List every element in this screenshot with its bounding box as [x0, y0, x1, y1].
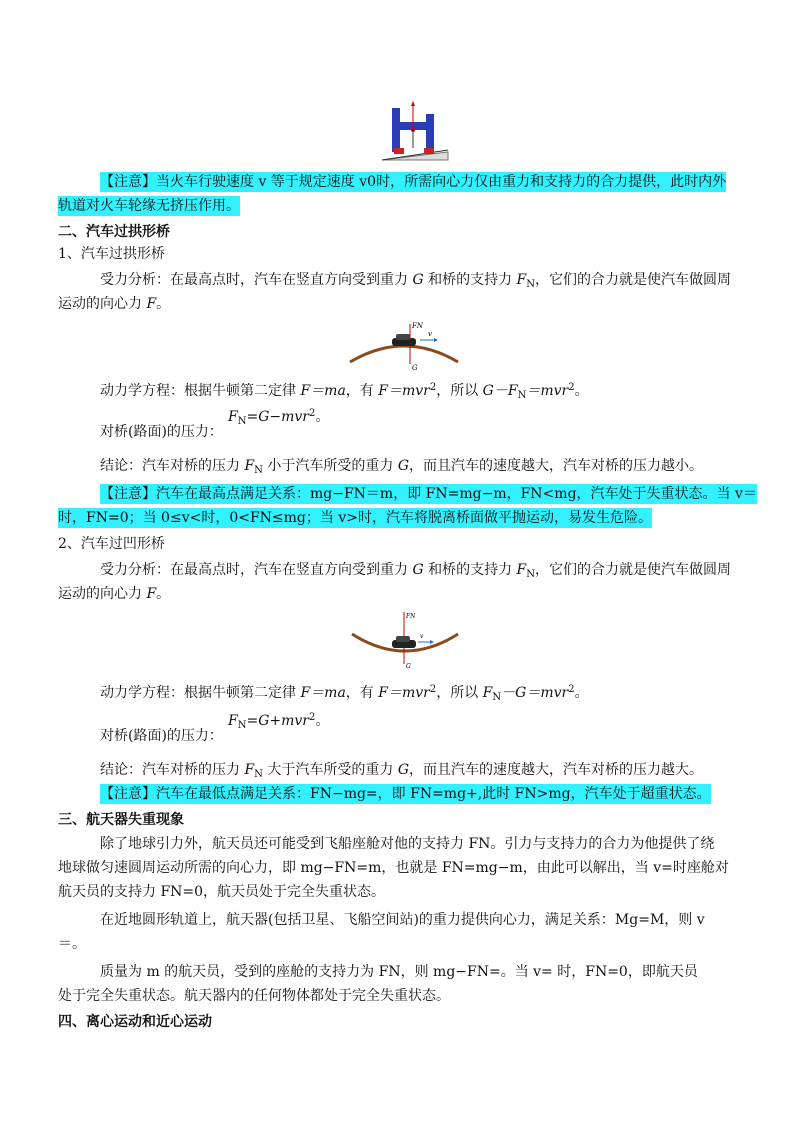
subscript-n: N [237, 720, 247, 731]
text-fragment: ，而且汽车的速度越大，汽车对桥的压力越大。 [409, 762, 704, 778]
convex-note-line1: 【注意】汽车在最高点满足关系：mg−FN＝m，即 FN=mg−m，FN<mg，汽车处于失重状态。当 v＝ [100, 486, 757, 502]
period: 。 [156, 586, 171, 602]
period: 。 [574, 685, 589, 701]
formula: F [482, 685, 493, 701]
text-fragment: 动力学方程：根据牛顿第二定律 [100, 383, 301, 399]
symbol-f: F [228, 713, 238, 729]
concave-conclusion [100, 760, 703, 785]
formula: －G＝mvr [501, 685, 569, 701]
text-fragment: 和桥的支持力 [423, 562, 517, 578]
concave-force-analysis-line2 [58, 584, 170, 604]
text-fragment: ，有 [345, 383, 379, 399]
formula: F＝mvr [378, 685, 430, 701]
formula: G－F [482, 383, 518, 399]
space-para3-line1: 质量为 m 的航天员，受到的座舱的支持力为 FN，则 mg−FN=。当 v= 时，FN=0，即航天员 [100, 964, 698, 980]
period: 。 [156, 296, 171, 312]
space-para1-line1: 除了地球引力外，航天员还可能受到飞船座舱对他的支持力 FN。引力与支持力的合力为他提供了绕 [100, 836, 715, 852]
subscript-n: N [254, 769, 263, 780]
subscript-n: N [492, 692, 502, 703]
subsection-2-heading: 2、汽车过凹形桥 [58, 536, 165, 552]
subscript-n: N [526, 569, 536, 580]
subscript-n: N [254, 465, 263, 476]
text-fragment: 结论：汽车对桥的压力 [100, 762, 245, 778]
formula: F＝ma [300, 685, 346, 701]
text-fragment: 受力分析：在最高点时，汽车在竖直方向受到重力 [100, 562, 413, 578]
period: 。 [315, 409, 330, 425]
text-fragment: ，有 [345, 685, 379, 701]
symbol-f: F [146, 586, 157, 602]
text-fragment: 动力学方程：根据牛顿第二定律 [100, 685, 301, 701]
concave-note: 【注意】汽车在最低点满足关系：FN−mg=，即 FN=mg+,此时 FN>mg，汽车处于超重状态。 [100, 786, 711, 802]
section-4-heading: 四、离心运动和近心运动 [58, 1014, 212, 1030]
superscript: 2 [568, 684, 575, 695]
text-fragment: ，所以 [436, 685, 483, 701]
symbol-g: G [397, 762, 410, 778]
train-note-line1: 【注意】当火车行驶速度 v 等于规定速度 v0时，所需向心力仅由重力和支持力的合力提供，此时内外 [100, 174, 727, 190]
section-2-heading: 二、汽车过拱形桥 [58, 224, 170, 240]
train-note-line2: 轨道对火车轮缘无挤压作用。 [58, 198, 240, 214]
symbol-f: F [516, 562, 527, 578]
fig-v-label: v [428, 330, 432, 338]
fig-v-label: v [420, 633, 424, 640]
fig-fn-label: FN [412, 322, 423, 330]
concave-dynamics-equation [100, 680, 589, 708]
symbol-g: G [412, 272, 424, 288]
superscript: 2 [309, 712, 316, 723]
symbol-f: F [244, 762, 255, 778]
section-3-heading: 三、航天器失重现象 [58, 812, 184, 828]
convex-note-line2: 时，FN=0；当 0≤v<时，0<FN≤mg；当 v>时，汽车将脱离桥面做平抛运动，易发生危险。 [58, 510, 652, 526]
fig-fn-label: FN [406, 613, 416, 620]
formula: F＝mvr [378, 383, 430, 399]
period: 。 [574, 383, 589, 399]
subscript-n: N [526, 279, 536, 290]
convex-dynamics-equation [100, 378, 589, 406]
text-fragment: 大于汽车所受的重力 [262, 762, 398, 778]
formula: =G+mvr [246, 713, 309, 729]
subscript-n: N [517, 390, 527, 401]
text-fragment: 小于汽车所受的重力 [262, 458, 398, 474]
train-banked-track-figure [380, 100, 450, 162]
formula: =G−mvr [246, 409, 309, 425]
space-para2-line2: ＝。 [58, 936, 86, 952]
text-fragment: 受力分析：在最高点时，汽车在竖直方向受到重力 [100, 272, 413, 288]
symbol-f: F [244, 458, 255, 474]
superscript: 2 [568, 382, 575, 393]
symbol-f: F [516, 272, 527, 288]
convex-force-analysis-line2 [58, 294, 170, 314]
fig-g-label: G [406, 663, 411, 670]
period: 。 [315, 713, 330, 729]
symbol-g: G [412, 562, 424, 578]
superscript: 2 [429, 382, 437, 393]
space-para3-line2: 处于完全失重状态。航天器内的任何物体都处于完全失重状态。 [58, 988, 450, 1004]
space-para2-line1: 在近地圆形轨道上，航天器(包括卫星、飞船空间站)的重力提供向心力，满足关系：Mg=M，则 v [100, 912, 705, 928]
formula: ＝mvr [526, 383, 569, 399]
text-fragment: 运动的向心力 [58, 296, 147, 312]
superscript: 2 [309, 408, 316, 419]
text-fragment: ，它们的合力就是使汽车做圆周 [535, 272, 732, 288]
convex-bridge-figure [348, 320, 460, 372]
text-fragment: 结论：汽车对桥的压力 [100, 458, 245, 474]
convex-force-analysis-line1 [100, 270, 731, 295]
convex-pressure-label: 对桥(路面)的压力： [100, 424, 223, 440]
concave-normal-force-equation [228, 708, 329, 736]
superscript: 2 [429, 684, 437, 695]
formula: F＝ma [300, 383, 346, 399]
space-para1-line2: 地球做匀速圆周运动所需的向心力，即 mg−FN=m，也就是 FN=mg−m，由此可以解出，当 v=时座舱对 [58, 860, 729, 876]
text-fragment: ，而且汽车的速度越大，汽车对桥的压力越小。 [409, 458, 704, 474]
subscript-n: N [237, 416, 247, 427]
fig-g-label: G [412, 364, 418, 372]
subsection-1-heading: 1、汽车过拱形桥 [58, 246, 165, 262]
symbol-g: G [397, 458, 410, 474]
concave-force-analysis-line1 [100, 560, 731, 585]
symbol-f: F [228, 409, 238, 425]
text-fragment: 和桥的支持力 [423, 272, 517, 288]
convex-conclusion [100, 456, 703, 481]
concave-bridge-figure [350, 608, 460, 670]
space-para1-line3: 航天员的支持力 FN=0，航天员处于完全失重状态。 [58, 884, 386, 900]
text-fragment: ，它们的合力就是使汽车做圆周 [535, 562, 732, 578]
concave-pressure-label: 对桥(路面)的压力： [100, 728, 223, 744]
text-fragment: ，所以 [436, 383, 483, 399]
convex-normal-force-equation [228, 404, 329, 432]
symbol-f: F [146, 296, 157, 312]
text-fragment: 运动的向心力 [58, 586, 147, 602]
